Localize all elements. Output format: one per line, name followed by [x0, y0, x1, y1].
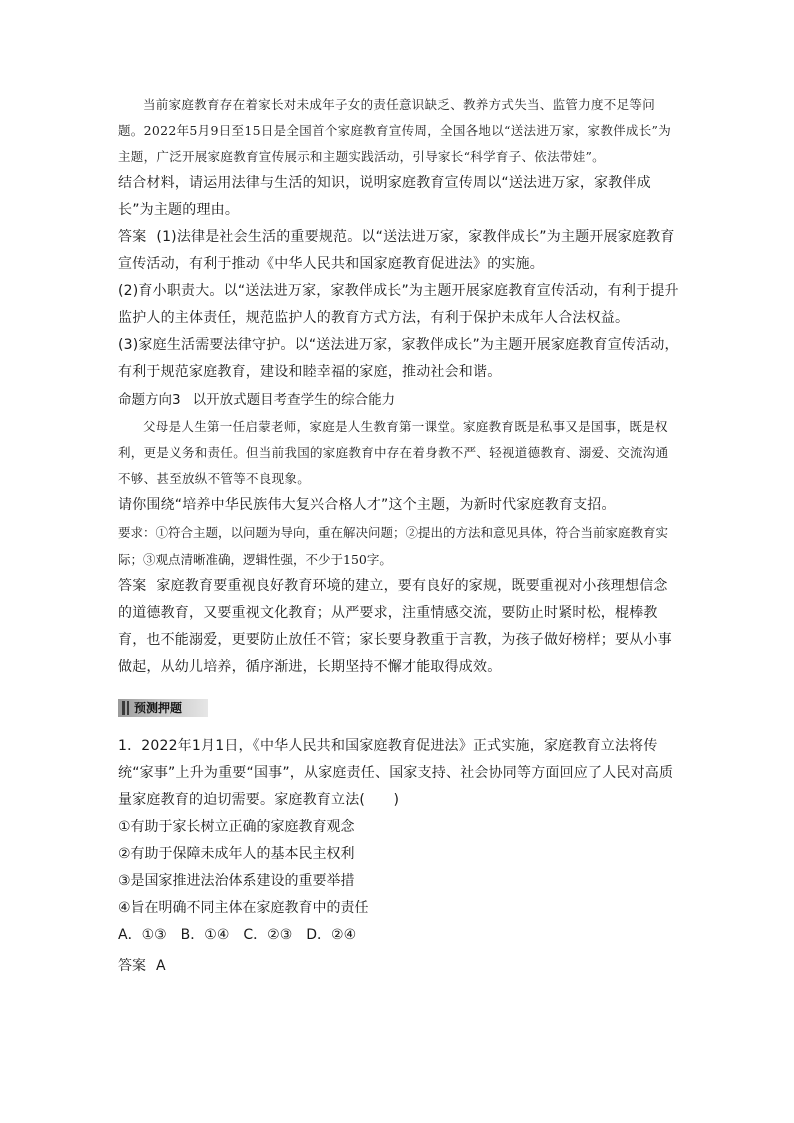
option-1: ①有助于家长树立正确的家庭教育观念 — [118, 819, 355, 835]
answer-label: 答案 — [118, 578, 147, 594]
question-2-prompt: 请你围绕“培养中华民族伟大复兴合格人才”这个主题，为新时代家庭教育支招。 — [118, 497, 616, 513]
answer-label: 答案 — [118, 229, 147, 245]
material-passage-2: 父母是人生第一任启蒙老师，家庭是人生教育第一课堂。家庭教育既是私事又是国事，既是权利，更是义务和责任。但当前我国的家庭教育中存在着身教不严、轻视道德教育、溺爱、交流沟通不够、甚至放纵不管等不良现象。 — [118, 419, 669, 486]
banner-bar-icon — [122, 701, 125, 715]
answer-1-line-3: (3)家庭生活需要法律守护。以“送法进万家，家教伴成长”为主题开展家庭教育宣传活动，有利于规范家庭教育，建设和睦幸福的家庭，推动社会和谐。 — [118, 337, 679, 380]
banner-bar-icon — [127, 701, 129, 715]
question-1-prompt: 结合材料，请运用法律与生活的知识，说明家庭教育宣传周以“送法进万家，家教伴成长”为主题的理由。 — [118, 175, 651, 218]
section-banner: 预测押题 — [118, 699, 208, 717]
answer-choices: A．①③ B．①④ C．②③ D．②④ — [118, 927, 357, 943]
question-block — [118, 733, 680, 980]
material-passage-1: 当前家庭教育存在着家长对未成年子女的责任意识缺乏、教养方式失当、监管力度不足等问题。2022年5月9日至15日是全国首个家庭教育宣传周，全国各地以“送法进万家，家教伴成长”为主题，广泛开展家庭教育宣传展示和主题实践活动，引导家长“科学育子、依法带娃”。 — [118, 97, 672, 164]
answer-1-line-2: (2)育小职责大。以“送法进万家，家教伴成长”为主题开展家庭教育宣传活动，有利于提升监护人的主体责任，规范监护人的教育方式方法，有利于保护未成年人合法权益。 — [118, 283, 679, 326]
question-stem: 1．2022年1月1日，《中华人民共和国家庭教育促进法》正式实施，家庭教育立法将传统“家事”上升为重要“国事”，从家庭责任、国家支持、社会协同等方面回应了人民对高质量家庭教育的迫切需要。家庭教育立法( ) — [118, 738, 674, 808]
question-answer: 答案 A — [118, 958, 166, 974]
requirements-text: 要求：①符合主题，以问题为导向，重在解决问题；②提出的方法和意见具体，符合当前家庭教育实际；③观点清晰准确，逻辑性强，不少于150字。 — [118, 525, 669, 567]
option-2: ②有助于保障未成年人的基本民主权利 — [118, 846, 355, 862]
option-4: ④旨在明确不同主体在家庭教育中的责任 — [118, 900, 369, 916]
answer-2: 答案 家庭教育要重视良好教育环境的建立，要有良好的家规，既要重视对小孩理想信念的道德教育，又要重视文化教育；从严要求，注重情感交流，要防止时紧时松，棍棒教育，也不能溺爱，更要防止放任不管；家长要身教重于言教，为孩子做好榜样；要从小事做起，从幼儿培养，循序渐进，长期坚持不懈才能取得成效。 — [118, 578, 672, 675]
direction-heading: 命题方向3 以开放式题目考查学生的综合能力 — [118, 392, 396, 408]
answer-1-line-1: 答案 (1)法律是社会生活的重要规范。以“送法进万家，家教伴成长”为主题开展家庭教育宣传活动，有利于推动《中华人民共和国家庭教育促进法》的实施。 — [118, 229, 675, 272]
option-3: ③是国家推进法治体系建设的重要举措 — [118, 873, 355, 889]
document-page — [118, 92, 680, 980]
